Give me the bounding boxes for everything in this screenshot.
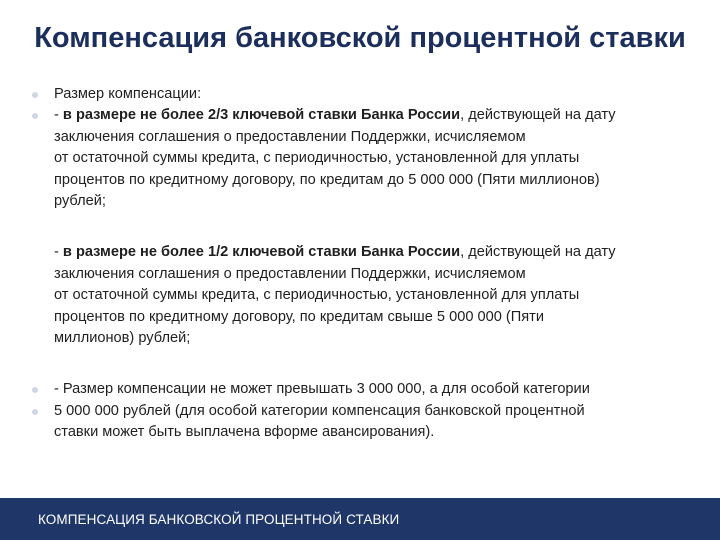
slide-content	[54, 84, 694, 444]
paragraph-2-prefix: -	[54, 244, 63, 261]
paragraph-1-prefix: -	[54, 107, 63, 124]
paragraph-1-line-5: рублей;	[54, 193, 106, 210]
paragraph-2-line-3: от остаточной суммы кредита, с периодичностью, установленной для уплаты	[54, 287, 580, 304]
intro-label: Размер компенсации:	[54, 86, 202, 102]
paragraph-1-line-2: заключения соглашения о предоставлении Поддержки, исчисляемом	[54, 128, 526, 145]
bullet-marker	[32, 409, 38, 415]
paragraph-3-line-1	[54, 379, 694, 400]
spacer	[54, 349, 694, 379]
paragraph-1-line-1	[54, 105, 694, 126]
spacer	[54, 212, 694, 242]
footer-bar	[0, 498, 720, 540]
paragraph-2-line-2: заключения соглашения о предоставлении Поддержки, исчисляемом	[54, 265, 526, 282]
paragraph-2-bold: в размере не более 1/2 ключевой ставки Банка России	[62, 244, 461, 261]
paragraph-2-line-5: миллионов) рублей;	[54, 330, 191, 347]
paragraph-2-line-4: процентов по кредитному договору, по кредитам свыше 5 000 000 (Пяти	[54, 308, 544, 325]
paragraph-1	[54, 105, 694, 212]
paragraph-1-line-3: от остаточной суммы кредита, с периодичностью, установленной для уплаты	[54, 150, 580, 167]
paragraph-3	[54, 379, 694, 443]
paragraph-3-text-1: - Размер компенсации не может превышать 3 000 000, а для особой категории	[54, 381, 590, 398]
paragraph-1-text: , действующей на дату	[460, 107, 616, 124]
bullet-marker	[32, 113, 38, 119]
paragraph-2-line-1	[54, 242, 694, 263]
paragraph-3-text-2: 5 000 000 рублей (для особой категории компенсация банковской процентной	[54, 402, 585, 419]
paragraph-3-line-3: ставки может быть выплачена вформе авансирования).	[54, 424, 435, 441]
paragraph-1-bold: в размере не более 2/3 ключевой ставки Банка России	[62, 107, 461, 124]
slide-title: Компенсация банковской процентной ставки	[34, 22, 686, 54]
intro-line	[54, 84, 694, 105]
paragraph-3-line-2	[54, 401, 694, 422]
paragraph-2-text: , действующей на дату	[460, 244, 616, 261]
bullet-marker	[32, 92, 38, 98]
paragraph-1-line-4: процентов по кредитному договору, по кредитам до 5 000 000 (Пяти миллионов)	[54, 171, 600, 188]
bullet-marker	[32, 387, 38, 393]
paragraph-2	[54, 242, 694, 349]
footer-label: КОМПЕНСАЦИЯ БАНКОВСКОЙ ПРОЦЕНТНОЙ СТАВКИ	[38, 512, 400, 527]
